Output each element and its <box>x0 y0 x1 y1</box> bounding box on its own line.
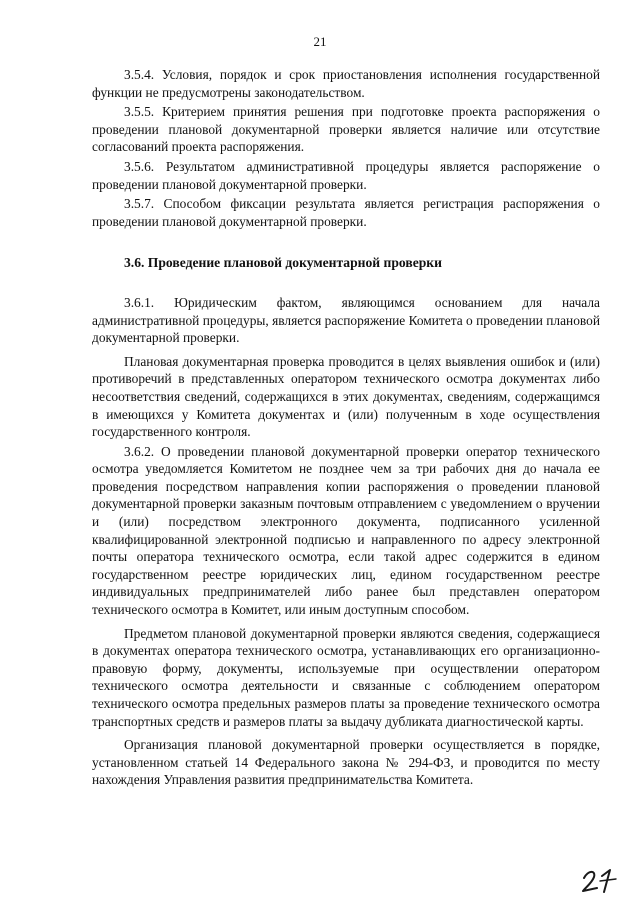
paragraph-3-6-2: 3.6.2. О проведении плановой документарной проверки оператор технического осмотра уведомляется Комитетом не позднее чем за три рабочих дня до начала ее проведения посредством направления копии распоряжения о проведении плановой документарной проверки заказным почтовым отправлением с уведомлением о вручении и (или) посредством электронного документа, подписанного усиленной квалифицированной электронной подписью и направленного по адресу электронной почты оператора технического осмотра, если такой адрес содержится в едином государственном реестре юридических лиц, едином государственном реестре индивидуальных предпринимателей либо ранее был представлен оператором технического осмотра в Комитет, или иным доступным способом. <box>92 443 600 618</box>
paragraph-purpose: Плановая документарная проверка проводится в целях выявления ошибок и (или) противоречий в представленных оператором технического осмотра документах либо несоответствия сведений, содержащихся в этих документах, сведениям, содержащимся в имеющихся у Комитета документах и (или) полученным в ходе осуществления государственного контроля. <box>92 353 600 440</box>
page-number: 21 <box>313 34 327 49</box>
paragraph-3-5-5: 3.5.5. Критерием принятия решения при подготовке проекта распоряжения о проведении плановой документарной проверки является наличие или отсутствие согласований проекта распоряжения. <box>92 104 600 155</box>
document-body <box>92 66 600 789</box>
paragraph-3-5-4: 3.5.4. Условия, порядок и срок приостановления исполнения государственной функции не предусмотрены законодательством. <box>92 67 600 100</box>
paragraph-3-5-6: 3.5.6. Результатом административной процедуры является распоряжение о проведении плановой документарной проверки. <box>92 158 600 192</box>
paragraph-3-5-7: 3.5.7. Способом фиксации результата является регистрация распоряжения о проведении плановой документарной проверки. <box>92 196 600 229</box>
paragraph-subject: Предметом плановой документарной проверки являются сведения, содержащиеся в документах оператора технического осмотра, устанавливающих его организационно-правовую форму, документы, используемые при осуществлении оператором технического осмотра деятельности и связанные с соблюдением оператором технического осмотра предельных размеров платы за проведение технического осмотра транспортных средств и размеров платы за выдачу дубликата диагностической карты. <box>92 625 600 729</box>
paragraph-organization: Организация плановой документарной проверки осуществляется в порядке, установленном статьей 14 Федерального закона № 294-ФЗ, и проводится по месту нахождения Управления развития предпринимательства Комитета. <box>92 737 600 788</box>
paragraph-3-6-1: 3.6.1. Юридическим фактом, являющимся основанием для начала административной процедуры, является распоряжение Комитета о проведении плановой документарной проверки. <box>92 294 600 346</box>
section-heading: 3.6. Проведение плановой документарной проверки <box>124 255 442 271</box>
handwritten-page-mark <box>580 866 620 894</box>
